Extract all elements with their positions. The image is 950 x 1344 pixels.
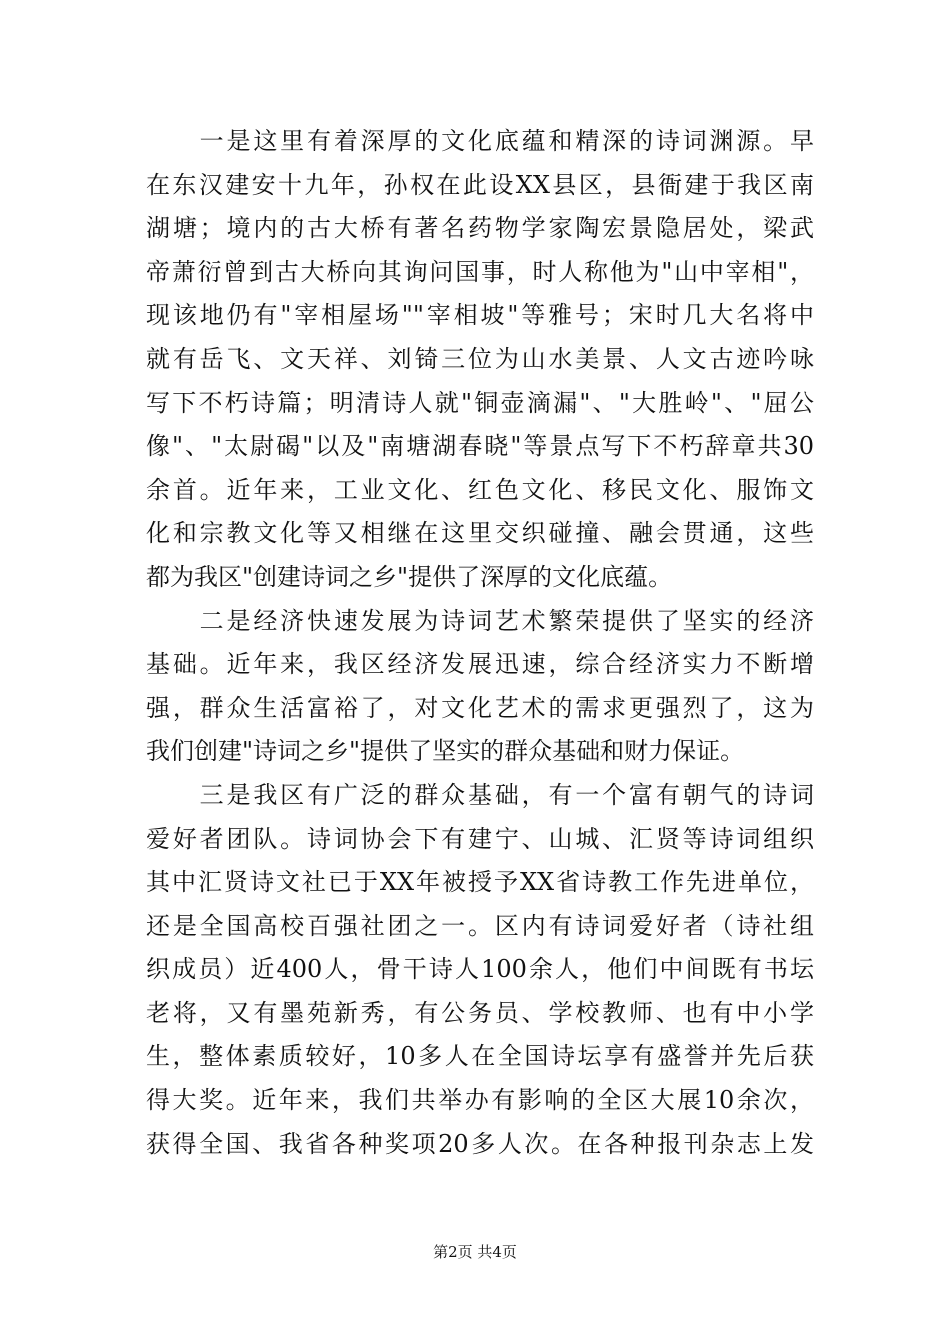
text-line: 都为我区"创建诗词之乡"提供了深厚的文化底蕴。 [146, 562, 673, 591]
text-line: 还是全国高校百强社团之一。区内有诗词爱好者（诗社组 [146, 911, 814, 940]
text-line: 帝萧衍曾到古大桥向其询问国事，时人称他为"山中宰相"， [146, 257, 814, 286]
text-line: 写下不朽诗篇；明清诗人就"铜壶滴漏"、"大胜岭"、"屈公 [146, 388, 814, 417]
text-line: 像"、"太尉碣"以及"南塘湖春晓"等景点写下不朽辞章共30 [146, 432, 814, 461]
text-line: 就有岳飞、文天祥、刘锜三位为山水美景、人文古迹吟咏 [146, 344, 814, 373]
text-line: 老将，又有墨苑新秀，有公务员、学校教师、也有中小学 [146, 998, 814, 1027]
page-number-footer: 第2页 共4页 [433, 1243, 517, 1261]
text-line: 一是这里有着深厚的文化底蕴和精深的诗词渊源。早 [146, 127, 814, 155]
text-line: 现该地仍有"宰相屋场""宰相坡"等雅号；宋时几大名将中 [146, 301, 814, 330]
text-line: 爱好者团队。诗词协会下有建宁、山城、汇贤等诗词组织 [146, 824, 814, 853]
text-line: 二是经济快速发展为诗词艺术繁荣提供了坚实的经济 [146, 606, 814, 635]
text-line: 余首。近年来，工业文化、红色文化、移民文化、服饰文 [146, 475, 814, 504]
text-line: 强，群众生活富裕了，对文化艺术的需求更强烈了，这为 [146, 693, 814, 722]
text-line: 生，整体素质较好，10多人在全国诗坛享有盛誉并先后获 [146, 1042, 814, 1071]
text-line: 其中汇贤诗文社已于XX年被授予XX省诗教工作先进单位， [146, 868, 814, 897]
text-line: 织成员）近400人，骨干诗人100余人，他们中间既有书坛 [146, 955, 814, 984]
text-line: 在东汉建安十九年，孙权在此设XX县区，县衙建于我区南 [146, 170, 814, 199]
body-text [146, 120, 814, 1166]
text-line: 得大奖。近年来，我们共举办有影响的全区大展10余次， [146, 1086, 814, 1115]
text-line: 化和宗教文化等又相继在这里交织碰撞、融会贯通，这些 [146, 519, 814, 548]
text-line: 三是我区有广泛的群众基础，有一个富有朝气的诗词 [146, 780, 814, 809]
text-line: 湖塘；境内的古大桥有著名药物学家陶宏景隐居处，梁武 [146, 214, 814, 243]
text-line: 获得全国、我省各种奖项20多人次。在各种报刊杂志上发 [146, 1129, 814, 1158]
text-line: 我们创建"诗词之乡"提供了坚实的群众基础和财力保证。 [146, 737, 745, 766]
text-line: 基础。近年来，我区经济发展迅速，综合经济实力不断增 [146, 650, 814, 679]
